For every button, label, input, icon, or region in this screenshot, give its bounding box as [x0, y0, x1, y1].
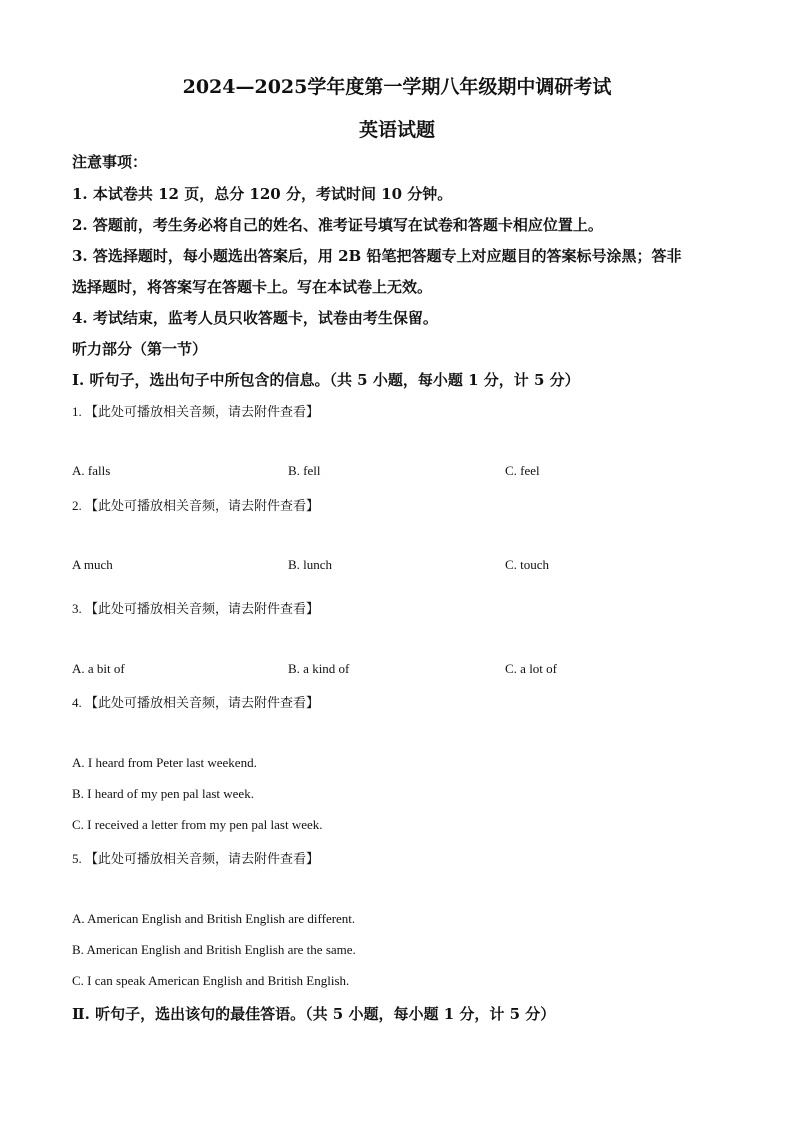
- q1-option-c: C. feel: [505, 463, 540, 478]
- note-item: 选择题时，将答案写在答题卡上。写在本试卷上无效。: [72, 278, 433, 296]
- note-item: 4. 考试结束，监考人员只收答题卡，试卷由考生保留。: [72, 309, 438, 327]
- exam-subject: 英语试题: [358, 119, 435, 141]
- question-5-prompt: 5. 【此处可播放相关音频，请去附件查看】: [72, 851, 320, 866]
- note-item: 1. 本试卷共 12 页，总分 120 分，考试时间 10 分钟。: [72, 185, 453, 203]
- question-3-prompt: 3. 【此处可播放相关音频，请去附件查看】: [72, 601, 320, 616]
- notes-heading: 注意事项：: [72, 153, 148, 171]
- q2-option-b: B. lunch: [288, 557, 333, 572]
- section-1-title: Ⅰ. 听句子，选出句子中所包含的信息。（共 5 小题，每小题 1 分，计 5 分）: [72, 371, 580, 389]
- q3-option-a: A. a bit of: [72, 661, 125, 676]
- note-item: 2. 答题前，考生务必将自己的姓名、准考证号填写在试卷和答题卡相应位置上。: [72, 216, 603, 234]
- q5-option-c: C. I can speak American English and British English.: [72, 973, 350, 988]
- q2-option-c: C. touch: [505, 557, 550, 572]
- question-4-prompt: 4. 【此处可播放相关音频，请去附件查看】: [72, 695, 320, 710]
- q3-option-c: C. a lot of: [505, 661, 557, 676]
- question-2-prompt: 2. 【此处可播放相关音频，请去附件查看】: [72, 498, 320, 513]
- exam-title: 2024—2025学年度第一学期八年级期中调研考试: [182, 76, 612, 98]
- listening-part-title: 听力部分（第一节）: [72, 340, 208, 358]
- note-item: 3. 答选择题时，每小题选出答案后，用 2B 铅笔把答题专上对应题目的答案标号涂黑；答非: [72, 247, 682, 265]
- q5-option-a: A. American English and British English are different.: [72, 911, 356, 926]
- q4-option-c: C. I received a letter from my pen pal last week.: [72, 817, 323, 832]
- q5-option-b: B. American English and British English are the same.: [72, 942, 356, 957]
- q1-option-a: A. falls: [72, 463, 111, 478]
- q3-option-b: B. a kind of: [288, 661, 350, 676]
- q1-option-b: B. fell: [288, 463, 321, 478]
- q4-option-a: A. I heard from Peter last weekend.: [72, 755, 257, 770]
- section-2-title: Ⅱ. 听句子，选出该句的最佳答语。（共 5 小题，每小题 1 分，计 5 分）: [72, 1005, 556, 1023]
- q4-option-b: B. I heard of my pen pal last week.: [72, 786, 254, 801]
- question-1-prompt: 1. 【此处可播放相关音频，请去附件查看】: [72, 404, 320, 419]
- q2-option-a: A much: [72, 557, 113, 572]
